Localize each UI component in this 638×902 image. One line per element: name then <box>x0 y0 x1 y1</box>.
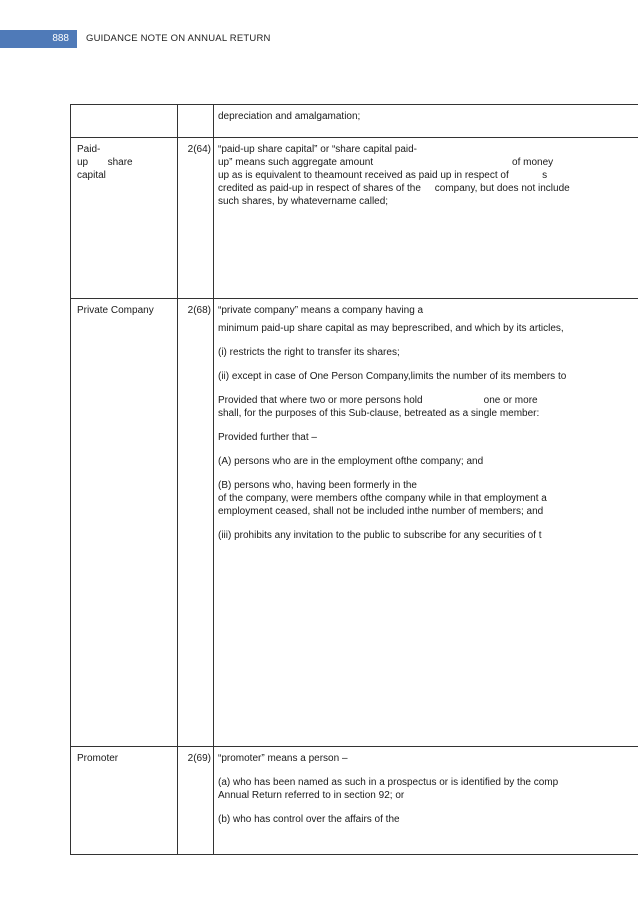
definition-line: Annual Return referred to in section 92; or <box>218 790 405 801</box>
term-cell <box>71 105 178 138</box>
definition-line: shall, for the purposes of this Sub-clause, betreated as a single member: <box>218 408 540 419</box>
paragraph-gap <box>218 802 638 813</box>
definition-line: Provided further that – <box>218 432 317 443</box>
definition-line: credited as paid-up in respect of shares of the company, but does not include <box>218 183 570 194</box>
term-cell <box>71 138 178 299</box>
page-number-badge <box>0 30 77 48</box>
definition-line: depreciation and amalgamation; <box>218 111 361 122</box>
paragraph-gap <box>218 468 638 479</box>
paragraph-gap <box>218 335 638 346</box>
definition-line: (b) who has control over the affairs of the <box>218 814 400 825</box>
paragraph-gap <box>218 444 638 455</box>
section-cell <box>178 105 214 138</box>
definition-line: (iii) prohibits any invitation to the public to subscribe for any securities of t <box>218 530 542 541</box>
definition-line: up as is equivalent to theamount received as paid up in respect of s <box>218 170 548 181</box>
section-cell: 2(69) <box>178 747 214 855</box>
section-cell: 2(64) <box>178 138 214 299</box>
table-row <box>71 138 638 299</box>
running-header-title: GUIDANCE NOTE ON ANNUAL RETURN <box>86 33 271 44</box>
definition-cell <box>214 138 638 299</box>
term-line: Promoter <box>77 753 119 764</box>
definition-cell <box>214 105 638 138</box>
definition-line: of the company, were members ofthe company while in that employment a <box>218 493 547 504</box>
definition-cell <box>214 747 638 855</box>
term-line: capital <box>77 170 106 181</box>
table-row <box>71 299 638 747</box>
definition-line: (ii) except in case of One Person Company,limits the number of its members to <box>218 371 567 382</box>
paragraph-gap <box>218 765 638 776</box>
table-row <box>71 747 638 855</box>
definition-line: such shares, by whatevername called; <box>218 196 389 207</box>
term-line: Paid- <box>77 144 101 155</box>
paragraph-gap <box>218 420 638 431</box>
definition-line: employment ceased, shall not be included inthe number of members; and <box>218 506 544 517</box>
definition-line: minimum paid-up share capital as may beprescribed, and which by its articles, <box>218 323 564 334</box>
definition-line: (A) persons who are in the employment ofthe company; and <box>218 456 484 467</box>
definition-line: “promoter” means a person – <box>218 753 348 764</box>
definition-line: (a) who has been named as such in a prospectus or is identified by the comp <box>218 777 559 788</box>
definition-line: (B) persons who, having been formerly in the <box>218 480 417 491</box>
page-number: 888 <box>52 33 69 44</box>
term-cell <box>71 299 178 747</box>
definition-cell <box>214 299 638 747</box>
term-line: Private Company <box>77 305 154 316</box>
term-cell <box>71 747 178 855</box>
paragraph-gap <box>218 383 638 394</box>
paragraph-gap <box>218 518 638 529</box>
definitions-table <box>70 104 638 855</box>
definition-line: “private company” means a company having a <box>218 305 424 316</box>
definition-line: up” means such aggregate amount of money <box>218 157 554 168</box>
section-cell: 2(68) <box>178 299 214 747</box>
definition-line: “paid-up share capital” or “share capital paid- <box>218 144 417 155</box>
definition-line: (i) restricts the right to transfer its shares; <box>218 347 400 358</box>
term-line: up share <box>77 157 133 168</box>
paragraph-gap <box>218 359 638 370</box>
table-row <box>71 105 638 138</box>
definition-line: Provided that where two or more persons hold one or more <box>218 395 538 406</box>
